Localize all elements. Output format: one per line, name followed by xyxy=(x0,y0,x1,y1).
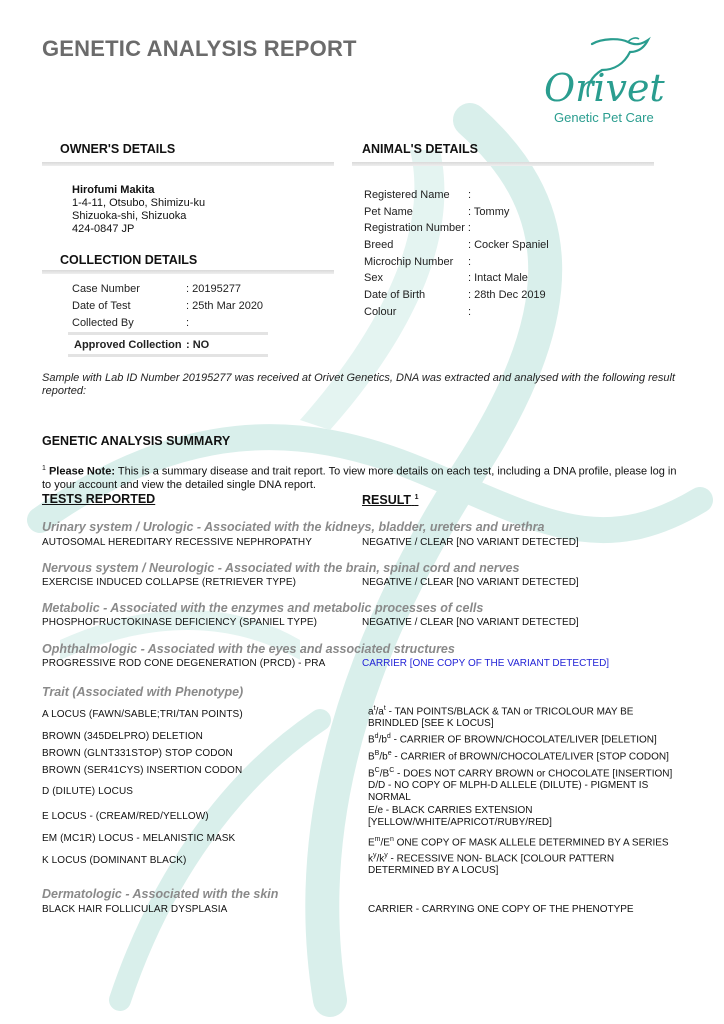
owner-address-line: 424-0847 JP xyxy=(72,223,135,235)
logo-tagline: Genetic Pet Care xyxy=(554,110,654,125)
note-text: This is a summary disease and trait report. To view more details on each test, including a DNA profile, please log in to your account and view the detailed single DNA report. xyxy=(42,465,677,491)
animal-heading: ANIMAL'S DETAILS xyxy=(362,142,478,156)
test-result: $a^t/a^t$ - TAN POINTS/BLACK & TAN or TRICOLOUR MAY BE BRINDLED [SEE K LOCUS] xyxy=(368,705,634,730)
test-name: PHOSPHOFRUCTOKINASE DEFICIENCY (SPANIEL TYPE) xyxy=(42,617,318,628)
test-name: A LOCUS (FAWN/SABLE;TRI/TAN POINTS) xyxy=(42,709,243,720)
sex-value: : Intact Male xyxy=(468,272,528,284)
collected-by-label: Collected By xyxy=(72,317,134,329)
category-trait: Trait (Associated with Phenotype) xyxy=(42,685,244,699)
test-name: EXERCISE INDUCED COLLAPSE (RETRIEVER TYPE) xyxy=(42,577,297,588)
result-superscript: 1 xyxy=(414,493,419,501)
dob-value: : 28th Dec 2019 xyxy=(468,289,546,301)
microchip-label: Microchip Number xyxy=(364,256,454,268)
case-number-value: : 20195277 xyxy=(186,283,242,295)
test-result: D/D - NO COPY OF MLPH-D ALLELE (DILUTE) - PIGMENT IS NORMAL xyxy=(368,780,649,803)
collection-row-rule xyxy=(68,332,268,335)
test-result: NEGATIVE / CLEAR [NO VARIANT DETECTED] xyxy=(362,537,579,548)
approved-collection-label: Approved Collection xyxy=(74,339,182,351)
category-nervous: Nervous system / Neurologic - Associated with the brain, spinal cord and nerves xyxy=(42,561,520,575)
sex-label: Sex xyxy=(364,272,383,284)
test-name: D (DILUTE) LOCUS xyxy=(42,786,134,797)
owner-address-line: Shizuoka-shi, Shizuoka xyxy=(72,210,187,222)
collected-by-value: : xyxy=(186,317,190,329)
owner-rule xyxy=(42,162,334,166)
test-result: $B^B/b^e$ - CARRIER of BROWN/CHOCOLATE/LIVER [STOP CODON] xyxy=(368,750,669,763)
summary-heading: GENETIC ANALYSIS SUMMARY xyxy=(42,434,231,448)
registered-name-value: : xyxy=(468,189,472,201)
registration-number-label: Registration Number : xyxy=(364,222,471,234)
breed-label: Breed xyxy=(364,239,394,251)
owner-name: Hirofumi Makita xyxy=(72,184,155,196)
date-of-test-label: Date of Test xyxy=(72,300,131,312)
orivet-logo xyxy=(532,36,682,128)
test-name: BROWN (345DELPRO) DELETION xyxy=(42,731,203,742)
pet-name-label: Pet Name xyxy=(364,206,413,218)
pet-name-value: : Tommy xyxy=(468,206,510,218)
approved-collection-value: : NO xyxy=(186,339,210,351)
microchip-value: : xyxy=(468,256,472,268)
test-name: E LOCUS - (CREAM/RED/YELLOW) xyxy=(42,811,209,822)
tests-reported-heading: TESTS REPORTED xyxy=(42,492,156,506)
breed-value: : Cocker Spaniel xyxy=(468,239,549,251)
category-ophthalmologic: Ophthalmologic - Associated with the eyes and associated structures xyxy=(42,642,455,656)
colour-label: Colour xyxy=(364,306,397,318)
test-result: $E^m/E^n$ ONE COPY OF MASK ALLELE DETERMINED BY A SERIES xyxy=(368,836,669,849)
note-superscript: 1 xyxy=(42,465,46,472)
test-name: BLACK HAIR FOLLICULAR DYSPLASIA xyxy=(42,904,228,915)
test-name: BROWN (SER41CYS) INSERTION CODON xyxy=(42,765,243,776)
collection-heading: COLLECTION DETAILS xyxy=(60,253,198,267)
dob-label: Date of Birth xyxy=(364,289,426,301)
test-name: K LOCUS (DOMINANT BLACK) xyxy=(42,855,187,866)
logo-wordmark: Orivet xyxy=(544,66,665,110)
registered-name-label: Registered Name xyxy=(364,189,450,201)
date-of-test-value: : 25th Mar 2020 xyxy=(186,300,264,312)
test-result: NEGATIVE / CLEAR [NO VARIANT DETECTED] xyxy=(362,577,579,588)
result-heading xyxy=(362,493,418,507)
case-number-label: Case Number xyxy=(72,283,140,295)
category-dermatologic: Dermatologic - Associated with the skin xyxy=(42,887,279,901)
test-result-carrier: CARRIER [ONE COPY OF THE VARIANT DETECTED] xyxy=(362,658,610,669)
owner-heading: OWNER'S DETAILS xyxy=(60,142,176,156)
test-result: NEGATIVE / CLEAR [NO VARIANT DETECTED] xyxy=(362,617,579,628)
category-metabolic: Metabolic - Associated with the enzymes and metabolic processes of cells xyxy=(42,601,484,615)
test-result: $B^C/B^C$ - DOES NOT CARRY BROWN or CHOCOLATE [INSERTION] xyxy=(368,767,673,780)
summary-note xyxy=(42,462,682,492)
test-result: E/e - BLACK CARRIES EXTENSION [YELLOW/WHITE/APRICOT/RUBY/RED] xyxy=(368,805,552,828)
report-title: GENETIC ANALYSIS REPORT xyxy=(42,36,357,61)
note-bold: Please Note: xyxy=(48,465,115,478)
test-result: $B^d/b^d$ - CARRIER OF BROWN/CHOCOLATE/LIVER [DELETION] xyxy=(368,733,657,746)
test-name: EM (MC1R) LOCUS - MELANISTIC MASK xyxy=(42,833,236,844)
test-result: $k^y/k^y$ - RECESSIVE NON- BLACK [COLOUR PATTERN DETERMINED BY A LOCUS] xyxy=(368,852,615,877)
result-heading-text: RESULT xyxy=(362,493,412,507)
colour-value: : xyxy=(468,306,472,318)
test-name: BROWN (GLNT331STOP) STOP CODON xyxy=(42,748,233,759)
sample-note: Sample with Lab ID Number 20195277 was received at Orivet Genetics, DNA was extracted and analysed with the following result reported: xyxy=(42,372,676,397)
owner-address-line: 1-4-11, Otsubo, Shimizu-ku xyxy=(72,197,206,209)
test-name: AUTOSOMAL HEREDITARY RECESSIVE NEPHROPATHY xyxy=(42,537,313,548)
test-name: PROGRESSIVE ROD CONE DEGENERATION (PRCD) - PRA xyxy=(42,658,326,669)
collection-rule xyxy=(42,270,334,274)
test-result: CARRIER - CARRYING ONE COPY OF THE PHENOTYPE xyxy=(368,904,634,915)
collection-row-rule xyxy=(68,354,268,357)
animal-rule xyxy=(352,162,654,166)
category-urinary: Urinary system / Urologic - Associated with the kidneys, bladder, ureters and urethra xyxy=(42,520,545,534)
